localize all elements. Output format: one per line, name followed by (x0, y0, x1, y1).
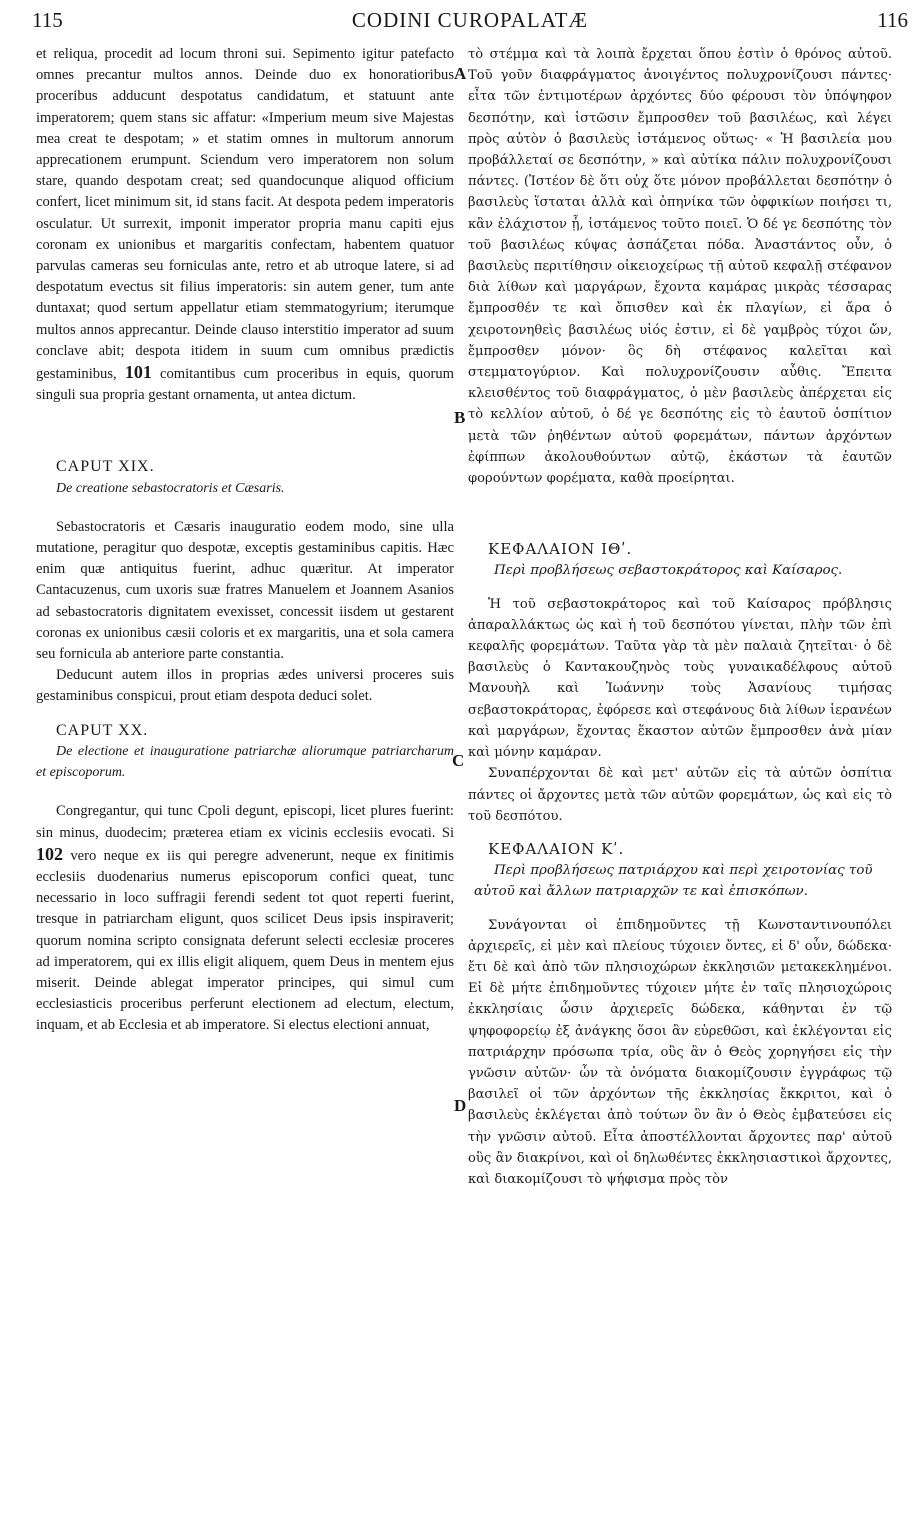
chapter-subtitle: Περὶ προβλήσεως σεβαστοκράτορος καὶ Καίσαρος. (494, 563, 843, 579)
greek-paragraph: Ἡ τοῦ σεβαστοκράτορος καὶ τοῦ Καίσαρος πρόβλησις ἀπαραλλάκτως ὡς καὶ ἡ τοῦ δεσπότου γίνεται, πλὴν τῶν ἐπὶ κεφαλῆς φορεμάτων. Ταῦτα γὰρ τὰ μὲν παλαιὰ ζητεῖται· ὁ δὲ βασιλεὺς ὁ Καντακουζηνὸς τοὺς γυναικαδέλφους αὐτοῦ Μανουὴλ καὶ Ἰωάννην τοὺς Ἀσανίους τιμήσας σεβαστοκράτορας, ἐφόρεσε καὶ στεφάνους διὰ λίθων ἱερανέων καὶ μαργάρων, ἔχοντας ἕκαστον αὐτῶν ἔμπροσθεν ἀνὰ μίαν καὶ μόνην καμάραν. (468, 596, 892, 761)
latin-text: comitantibus cum proceribus in equis, quorum singuli sua propria gestant ornamenta, ut antea dictum. (36, 366, 455, 404)
chapter-heading: ΚΕΦΑΛΑΙΟΝ Κʹ. (488, 839, 625, 858)
running-title: CODINI CUROPALATÆ (351, 8, 589, 32)
chapter-subtitle: Περὶ προβλήσεως πατριάρχου καὶ περὶ χειροτονίας τοῦ αὐτοῦ καὶ ἄλλων πατριαρχῶν τε καὶ ἐπισκόπων. (474, 863, 873, 900)
chapter-heading: ΚΕΦΑΛΑΙΟΝ ΙΘʹ. (488, 540, 633, 559)
latin-paragraph: Deducunt autem illos in proprias ædes universi proceres suis gestaminibus conspicui, prout etiam despota deduci solet. (36, 667, 454, 705)
greek-paragraph: Συναπέρχονται δὲ καὶ μετ' αὐτῶν εἰς τὰ αὐτῶν ὁσπίτια πάντες οἱ ἄρχοντες μετὰ τῶν αὐτῶν φορεμάτων, ὡς καὶ εἰς τὸ τοῦ δεσπότου. (468, 766, 892, 824)
greek-paragraph: Συνάγονται οἱ ἐπιδημοῦντες τῇ Κωνσταντινουπόλει ἀρχιερεῖς, εἰ μὲν καὶ πλείους τύχοιεν ὄντες, εἰ δ' οὖν, δώδεκα· ἔτι δὲ καὶ ἀπὸ τῶν πλησιοχώρων ἐκκλησιῶν μετακεκλημένοι. Εἰ δὲ μήτε ἐπιδημοῦντες τύχοιεν μήτε ἐν ταῖς πλησιοχώροις ἐκκλησίαις ὦσιν ἀρχιερεῖς δώδεκα, κάθηνται ἐν τῷ ψηφοφορείῳ ἐξ ἀνάγκης ὅσοι ἂν εὑρεθῶσι, καὶ ἐκλέγονται εἰς πατριάρχην πρόσωπα τρία, οὓς ἂν ὁ Θεὸς χορηγήσει εἰς τὴν γνῶσιν αὐτῶν· ὧν τὰ ὀνόματα διακομίζουσιν ἐγγράφως τῷ βασιλεῖ οἱ τῶν ἀρχόντων τῆς ἐκκλησίας ἔκκριτοι, καὶ ὁ βασιλεὺς ἐκλέγεται ἀπὸ τούτων ὃν ἂν ὁ Θεὸς ἐμβατεύσει εἰς τὴν γνῶσιν αὐτοῦ. Εἶτα ἀποστέλλονται ἄρχοντες παρ' αὐτοῦ οὓς ἂν διακρίνοι, καὶ οἱ δηλωθέντες ἐκκλησιαστικοὶ ἄρχοντες, καὶ διακομίζουσι τὸ ψήφισμα πρὸς τὸν (468, 917, 892, 1187)
chapter-heading: CAPUT XIX. (56, 458, 155, 476)
greek-column (468, 44, 892, 1190)
margin-marker-a: A (454, 64, 467, 83)
column-number: 101 (124, 362, 152, 383)
latin-text: vero neque ex iis qui peregre advenerunt, neque ex finitimis ecclesiis duodenarius numerus episcoporum confici queat, tunc necessario in loco suffragii ferendi sedent tot quot reperti fuerint, tresque in patriarcham eligunt, quos scilicet Deus ipsis inspiraverit; quorum nomina scripto consignata deferunt selecti ecclesiæ proceres ad imperatorem, qui ex illis eligit aliquem, quem Deus in mentem ejus miserit. Deinde ablegat imperator principes, qui simul cum ecclesiasticis proceribus perferunt electionem ad electum, electum, inquam, et ab Ecclesia et ab imperatore. Si electus electioni annuat, (36, 847, 454, 1034)
latin-paragraph (36, 44, 454, 406)
latin-column (36, 44, 454, 1037)
chapter-subtitle: De electione et inauguratione patriarchæ aliorumque patriarcharum et episcoporum. (36, 743, 454, 781)
margin-marker-c: C (452, 751, 465, 770)
latin-paragraph (36, 801, 454, 1036)
latin-text: et reliqua, procedit ad locum throni sui. Sepimento igitur patefacto omnes precantur multos annos. Deinde duo ex honoratioribus proceribus adducunt despotatus candidatum, et statuunt ante imperatorem; quem stans sic affatur: «Imperium meum sive Majestas mea creat te despotam; » et statim omnes in multorum annorum apprecationem erumpunt. Sciendum vero imperatorem non solum stare, quando despotam creat; sed quandocunque aliquod officium confert, licet minimum sit, id stans facit. At despota pedem imperatoris osculatur. Ut surrexit, imponit imperator propria manu capiti ejus coronam ex unionibus et margaritis confectam, habentem quatuor parvulas cameras seu forniculas ante, retro et ab utroque latere, si ad despotatum evectus sit filius imperatoris: sin autem gener, tum ante duntaxat; quod sertum appellatur etiam stemmatogyrium; iterumque multos annos apprecantur. Deinde clauso interstitio imperator ad suum conclave abit; despota itidem in suum cum omnibus prædictis gestaminibus, (36, 46, 454, 383)
running-header (32, 8, 908, 44)
latin-paragraph: Sebastocratoris et Cæsaris inauguratio eodem modo, sine ulla mutatione, peragitur quo despotæ, exceptis gestaminibus capitis. Hæc enim quæ antiquitus fuerint, adhuc quæritur. At imperator Cantacuzenus, cum uxoris suæ fratres Manuelem et Joannem Asanios ad sebastocratoris dignitatem evexisset, concessit iisdem ut gestarent coronas ex unionibus cæsii coloris et ex margaritis, una et sola camera seu fornicula ab anteriore parte constantia. (36, 518, 454, 663)
page-number-right: 116 (877, 8, 908, 32)
greek-paragraph: τὸ στέμμα καὶ τὰ λοιπὰ ἔρχεται ὅπου ἐστὶν ὁ θρόνος αὐτοῦ. Τοῦ γοῦν διαφράγματος ἀνοιγέντος πολυχρονίζουσι πάντες· εἶτα τῶν ἐντιμοτέρων ἀρχόντες δύο φέρουσι τὸν ὑπόψηφον δεσπότην, καὶ ἱστῶσιν ἔμπροσθεν τοῦ βασιλέως, καὶ λέγει πρὸς αὐτὸν ὁ βασιλεὺς ἱστάμενος οὕτως· « Ἡ βασιλεία μου προβάλλεταί σε δεσπότην, » καὶ αὐτίκα πάλιν πολυχρονίζουσι πάντες. (Ἰστέον δὲ ὅτι οὐχ ὅτε μόνον προβάλλεται δεσπότην ὁ βασιλεὺς ἵσταται ἀλλὰ καὶ ὁπηνίκα τῶν ὀφφικίων ποιήσει τι, κἂν ἐλάχιστον ᾖ, ἱστάμενος τοῦτο ποιεῖ. Ὁ δέ γε δεσπότης τὸν τοῦ βασιλέως κύψας ἀσπάζεται πόδα. Ἀναστάντος οὖν, ὁ βασιλεὺς περιτίθησιν οἰκειοχείρως τῇ αὐτοῦ κεφαλῇ στέφανον διὰ λίθων καὶ μαργάρων, ἔχοντα καμάρας μικρὰς τέσσαρας ἔμπροσθέν τε καὶ ὄπισθεν καὶ ἐκ πλαγίων, εἰ ἄρα ὁ χειροτονηθεὶς βασιλέως υἱός ἐστιν, εἰ δὲ γαμβρὸς τύχοι ὤν, ἔμπροσθεν μόνον· ὃς δὴ στέφανος καλεῖται καὶ στεμματογύριον. Καὶ πολυχρονίζουσιν αὖθις. Ἔπειτα κλεισθέντος τοῦ διαφράγματος, ὁ μὲν βασιλεὺς ἀπέρχεται εἰς τὸ κελλίον αὐτοῦ, ὁ δέ γε δεσπότης εἰς τὸ ἑαυτοῦ ὁσπίτιον μετὰ τῶν ῥηθέντων αὐτοῦ φορεμάτων, πάντων ἀρχόντων ἐφίππων ἀκολουθούντων αὐτῷ, ἑκάστων τὰ ἑαυτῶν φορούντων φορέματα, καθὰ προείρηται. (468, 47, 892, 487)
chapter-subtitle: De creatione sebastocratoris et Cæsaris. (56, 480, 285, 496)
column-number: 102 (36, 843, 63, 864)
latin-text: Congregantur, qui tunc Cpoli degunt, episcopi, licet plures fuerint: sin minus, duodecim; præterea etiam ex vicinis ecclesiis evocati. Si (36, 803, 454, 841)
chapter-heading: CAPUT XX. (56, 721, 149, 739)
margin-marker-d: D (454, 1096, 467, 1115)
page-number-left: 115 (32, 8, 63, 32)
margin-marker-b: B (454, 408, 466, 427)
